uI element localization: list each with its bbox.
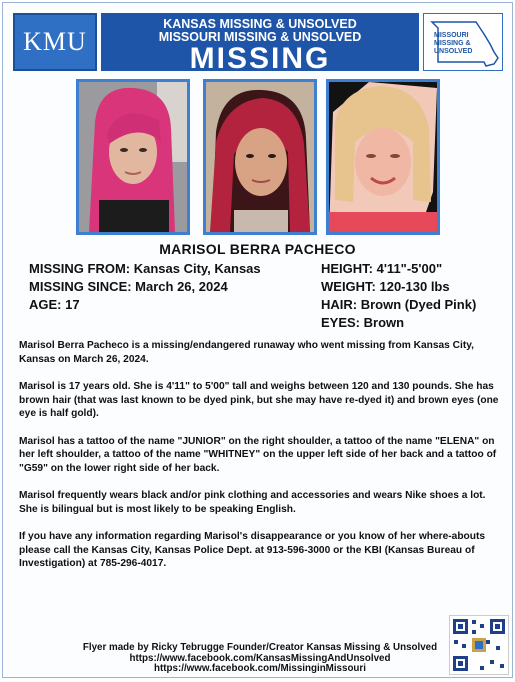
facebook-link-missouri[interactable]: https://www.facebook.com/MissinginMissouri — [154, 663, 366, 674]
facebook-link-kansas[interactable]: https://www.facebook.com/KansasMissingAndUnsolved — [129, 652, 391, 664]
height: HEIGHT: 4'11"-5'00" — [321, 261, 443, 276]
missing-person-name: MARISOL BERRA PACHECO — [159, 241, 356, 257]
kmu-logo: KMU — [13, 13, 97, 71]
photo-3 — [326, 79, 440, 235]
hair: HAIR: Brown (Dyed Pink) — [321, 297, 477, 312]
missouri-logo-text: MISSOURI MISSING & UNSOLVED — [434, 32, 473, 55]
paragraph-summary: Marisol Berra Pacheco is a missing/endangered runaway who went missing from Kansas City, Kansas on March 26, 2024. — [19, 340, 474, 365]
flyer-header — [9, 9, 506, 75]
missing-from: MISSING FROM: Kansas City, Kansas — [29, 261, 261, 276]
qr-code-icon — [450, 616, 508, 674]
banner-missouri-line: MISSOURI MISSING & UNSOLVED — [158, 30, 362, 44]
paragraph-contact: If you have any information regarding Marisol's disappearance or you know of her where-abouts please call the Kansas City, Kansas Police Dept. at 913-596-3000 or the KBI (Kansas Bureau of Investigation) at 785-296-4017. — [19, 531, 486, 569]
flyer-credit: Flyer made by Ricky Tebrugge Founder/Creator Kansas Missing & Unsolved — [82, 642, 438, 653]
title-banner — [101, 13, 419, 75]
missouri-logo — [423, 13, 503, 71]
photo-2 — [203, 79, 317, 235]
banner-kansas-line: KANSAS MISSING & UNSOLVED — [163, 17, 357, 31]
banner-missing-title: MISSING — [189, 42, 331, 75]
age: AGE: 17 — [29, 297, 80, 312]
missing-flyer — [2, 2, 513, 678]
paragraph-clothing: Marisol frequently wears black and/or pink clothing and accessories and wears Nike shoes a lot. She is bilingual but is most likely to be speaking English. — [19, 490, 486, 515]
qr-code[interactable] — [449, 615, 509, 675]
eyes: EYES: Brown — [321, 315, 405, 330]
photo-1 — [76, 79, 190, 235]
paragraph-tattoos: Marisol has a tattoo of the name "JUNIOR" on the right shoulder, a tattoo of the name "ELENA" on her left shoulder, a tattoo of the name "WHITNEY" on the upper left side of her back and a tattoo of "G59" on the lower right side of her back. — [19, 435, 497, 474]
photo-row — [3, 79, 512, 237]
weight: WEIGHT: 120-130 lbs — [321, 279, 450, 294]
description — [19, 339, 501, 585]
flyer-footer — [71, 643, 449, 675]
missing-since: MISSING SINCE: March 26, 2024 — [29, 279, 228, 294]
paragraph-appearance: Marisol is 17 years old. She is 4'11" to 5'00" tall and weighs between 120 and 130 pounds. She has brown hair (that was last known to be dyed pink, but she may have re-dyed it) and brown eyes (one eye is half gold). — [19, 381, 499, 419]
